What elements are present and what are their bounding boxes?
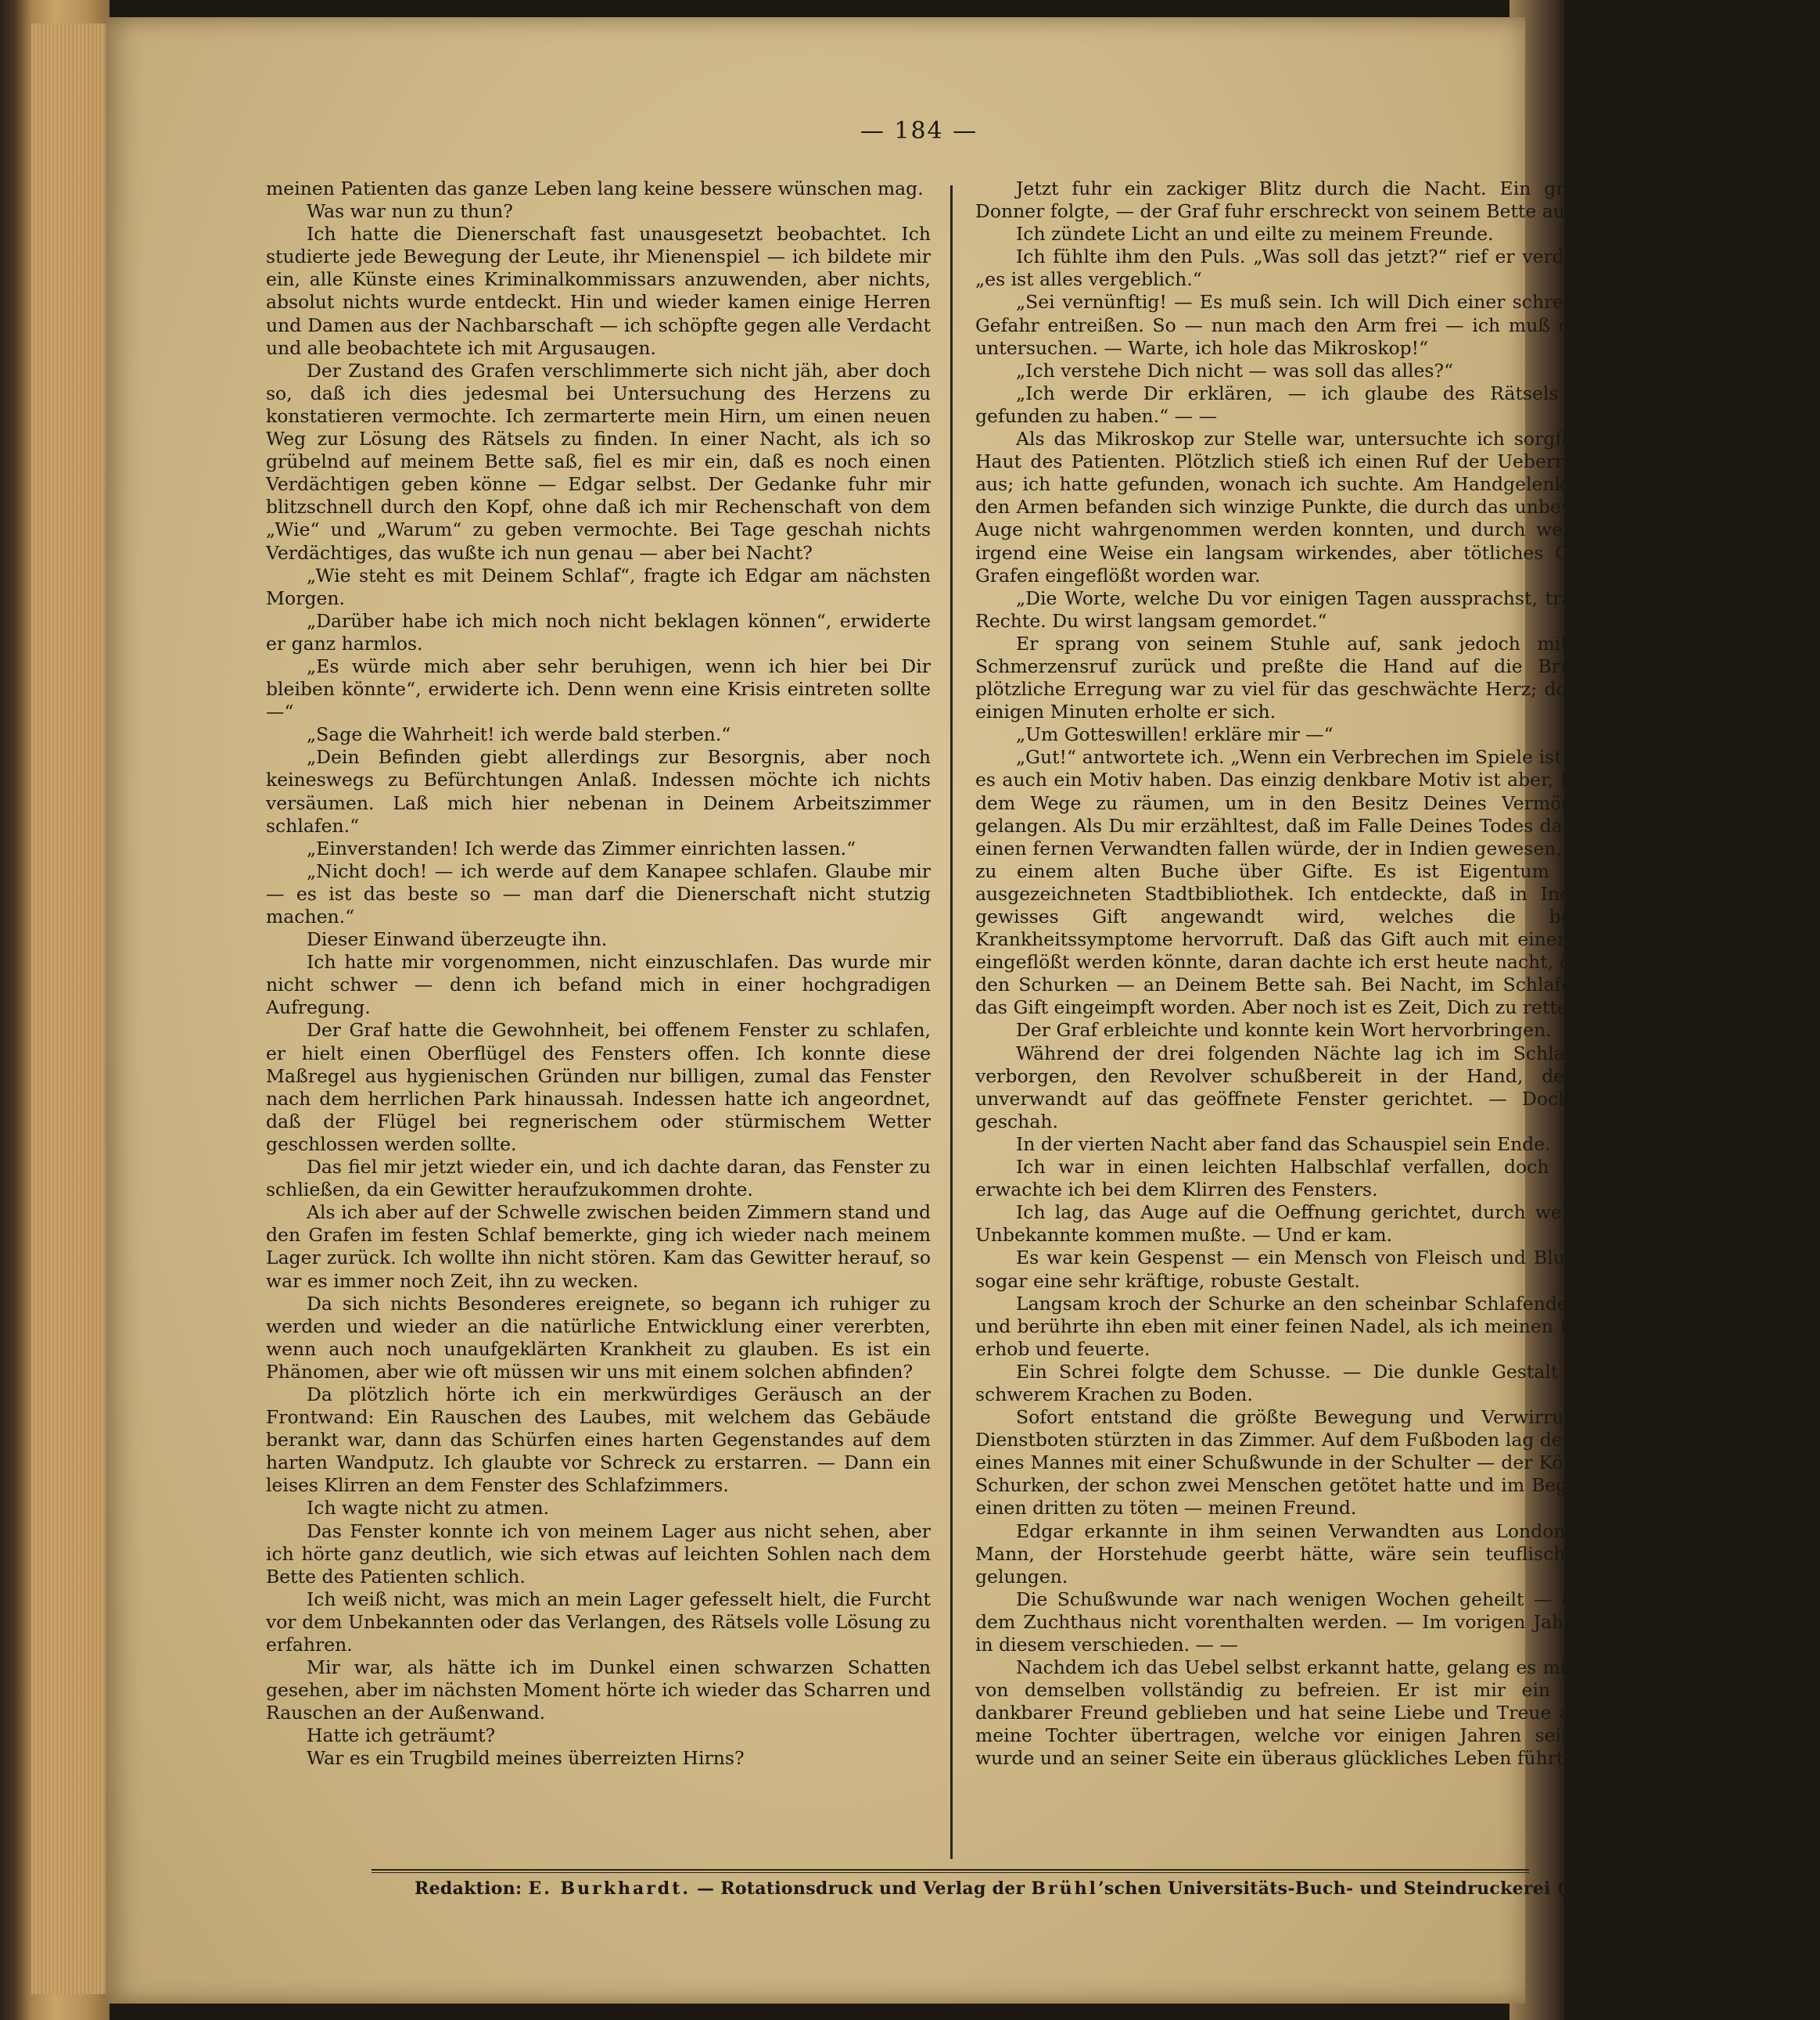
paragraph: Nachdem ich das Uebel selbst erkannt hatte, gelang es mir, Edgar von demselben vollständig zu befreien. Er ist mir ein wirklich dankbarer Freund geblieben und hat seine Liebe und Treue auch auf meine Tochter übertragen, welche vor einigen Jahren seine Frau wurde und an seiner Seite ein überaus glückliches Leben führt.“ [975,1656,1642,1770]
paragraph: Ich fühlte ihm den Puls. „Was soll das jetzt?“ rief er verdrießlich, „es ist alles vergeblich.“ [975,246,1642,291]
paragraph: Sofort entstand die größte Bewegung und Verwirrung. Die Dienstboten stürzten in das Zimmer. Auf dem Fußboden lag der Körper eines Mannes mit einer Schußwunde in der Schulter — der Körper des Schurken, der schon zwei Menschen getötet hatte und im Begriff war, einen dritten zu töten — meinen Freund. [975,1406,1642,1519]
paragraph: „Einverstanden! Ich werde das Zimmer einrichten lassen.“ [307,837,856,859]
paragraph: „Die Worte, welche Du vor einigen Tagen aussprachst, trafen das Rechte. Du wirst langsam gemordet.“ [975,587,1642,632]
paragraph: Ich lag, das Auge auf die Oeffnung gerichtet, durch welche der Unbekannte kommen mußte. — Und er kam. [975,1201,1642,1247]
page-number: — 184 — [860,117,978,145]
paragraph: Ich war in einen leichten Halbschlaf verfallen, doch plötzlich erwachte ich bei dem Klirren des Fensters. [975,1156,1642,1201]
paragraph: Mir war, als hätte ich im Dunkel einen schwarzen Schatten gesehen, aber im nächsten Moment hörte ich wieder das Scharren und Rauschen an der Außenwand. [266,1656,931,1724]
left-column [266,178,931,1855]
paragraph: „Ich werde Dir erklären, — ich glaube des Rätsels Lösung gefunden zu haben.“ — — [975,382,1642,427]
paragraph: Es war kein Gespenst — ein Mensch von Fleisch und Blut — und sogar eine sehr kräftige, robuste Gestalt. [975,1247,1642,1292]
paragraph: Der Graf hatte die Gewohnheit, bei offenem Fenster zu schlafen, er hielt einen Oberflügel des Fensters offen. Ich konnte diese Maßregel aus hygienischen Gründen nur billigen, zumal das Fenster nach dem herrlichen Park hinaussah. Indessen hatte ich angeordnet, daß der Flügel bei regnerischem oder stürmischem Wetter geschlossen werden sollte. [266,1019,931,1155]
paragraph: „Sage die Wahrheit! ich werde bald sterben.“ [307,723,731,746]
book-left-edge [0,0,109,2020]
paragraph: Ich weiß nicht, was mich an mein Lager gefesselt hielt, die Furcht vor dem Unbekannten oder das Verlangen, des Rätsels volle Lösung zu erfahren. [266,1588,931,1656]
footer-rule [372,1869,1529,1871]
paragraph: Langsam kroch der Schurke an den scheinbar Schlafenden heran und berührte ihn eben mit einer feinen Nadel, als ich meinen Revolver erhob und feuerte. [975,1292,1642,1360]
column-divider [950,185,953,1859]
paragraph: Das fiel mir jetzt wieder ein, und ich dachte daran, das Fenster zu schließen, da ein Gewitter heraufzukommen drohte. [266,1156,931,1201]
footer-label: Redaktion: [415,1878,522,1899]
paragraph: Als ich aber auf der Schwelle zwischen beiden Zimmern stand und den Grafen im festen Schlaf bemerkte, ging ich wieder nach meinem Lager zurück. Ich wollte ihn nicht stören. Kam das Gewitter herauf, so war es immer noch Zeit, ihn zu wecken. [266,1201,931,1292]
paragraph: Da sich nichts Besonderes ereignete, so begann ich ruhiger zu werden und wieder an die natürliche Entwicklung einer vererbten, wenn auch noch unaufgeklärten Krankheit zu glauben. Es ist ein Phänomen, aber wie oft müssen wir uns mit einem solchen abfinden? [266,1292,931,1383]
paragraph: Was war nun zu thun? [307,200,513,223]
paragraph: Ich wagte nicht zu atmen. [307,1497,550,1519]
paragraph: Der Zustand des Grafen verschlimmerte sich nicht jäh, aber doch so, daß ich dies jedesmal bei Untersuchung des Herzens zu konstatieren vermochte. Ich zermarterte mein Hirn, um einen neuen Weg zur Lösung des Rätsels zu finden. In einer Nacht, als ich so grübelnd auf meinem Bette saß, fiel es mir ein, daß es noch einen Verdächtigen geben könne — Edgar selbst. Der Gedanke fuhr mir blitzschnell durch den Kopf, ohne daß ich mir Rechenschaft von dem „Wie“ und „Warum“ zu geben vermochte. Bei Tage geschah nichts Verdächtiges, das wußte ich nun genau — aber bei Nacht? [266,359,931,564]
paragraph: Dieser Einwand überzeugte ihn. [307,928,608,951]
newspaper-page [106,17,1820,2004]
paragraph: „Nicht doch! — ich werde auf dem Kanapee schlafen. Glaube mir — es ist das beste so — man darf die Dienerschaft nicht stutzig machen.“ [266,859,931,927]
paragraph: „Sei vernünftig! — Es muß sein. Ich will Dich einer schrecklichen Gefahr entreißen. So — nun mach den Arm frei — ich muß die Haut untersuchen. — Warte, ich hole das Mikroskop!“ [975,291,1642,359]
paragraph: „Es würde mich aber sehr beruhigen, wenn ich hier bei Dir bleiben könnte“, erwiderte ich. Denn wenn eine Krisis eintreten sollte —“ [266,655,931,723]
paragraph: Ein Schrei folgte dem Schusse. — Die dunkle Gestalt fiel mit schwerem Krachen zu Boden. [975,1360,1642,1405]
paragraph: „Um Gotteswillen! erkläre mir —“ [1016,723,1334,746]
paragraph: Das Fenster konnte ich von meinem Lager aus nicht sehen, aber ich hörte ganz deutlich, wie sich etwas auf leichten Sohlen nach dem Bette des Patienten schlich. [266,1519,931,1588]
paragraph: Edgar erkannte in ihm seinen Verwandten aus London — den Mann, der Horstehude geerbt hätte, wäre sein teuflischer Plan gelungen. [975,1519,1642,1588]
footer-rule-thin [372,1872,1529,1873]
paragraph: Während der drei folgenden Nächte lag ich im Schlafzimmer verborgen, den Revolver schußbereit in der Hand, den Blick unverwandt auf das geöffnete Fenster gerichtet. — Doch nichts geschah. [975,1042,1642,1132]
paragraph: Er sprang von seinem Stuhle auf, sank jedoch mit einem Schmerzensruf zurück und preßte die Hand auf die Brust. Die plötzliche Erregung war zu viel für das geschwächte Herz; doch nach einigen Minuten erholte er sich. [975,632,1642,723]
paragraph: „Gut!“ antwortete ich. „Wenn ein Verbrechen im Spiele ist, so muß es auch ein Motiv haben. Das einzig denkbare Motiv ist aber, Dich aus dem Wege zu räumen, um in den Besitz Deines Vermögens zu gelangen. Als Du mir erzähltest, daß im Falle Deines Todes das Gut an einen fernen Verwandten fallen würde, der in Indien gewesen, griff ich zu einem alten Buche über Gifte. Es ist Eigentum unserer ausgezeichneten Stadtbibliothek. Ich entdeckte, daß in Indien ein gewisses Gift angewandt wird, welches die bewußten Krankheitssymptome hervorruft. Daß das Gift auch mit einer Spritze eingeflößt werden könnte, daran dachte ich erst heute nacht, da ich — den Schurken — an Deinem Bette sah. Bei Nacht, im Schlafe ist Dir das Gift eingeimpft worden. Aber noch ist es Zeit, Dich zu retten.“ [975,746,1642,1019]
paragraph: „Darüber habe ich mich noch nicht beklagen können“, erwiderte er ganz harmlos. [266,609,931,655]
paragraph: Der Graf erbleichte und konnte kein Wort hervorbringen. [1016,1019,1552,1042]
paragraph: Jetzt fuhr ein zackiger Blitz durch die Nacht. Ein grollender Donner folgte, — der Graf fuhr erschreckt von seinem Bette auf. [975,178,1642,223]
paragraph: War es ein Trugbild meines überreizten Hirns? [307,1747,745,1770]
paragraph: „Ich verstehe Dich nicht — was soll das alles?“ [1016,359,1454,382]
paragraph: Als das Mikroskop zur Stelle war, untersuchte ich sorgfältig die Haut des Patienten. Plötzlich stieß ich einen Ruf der Ueberraschung aus; ich hatte gefunden, wonach ich suchte. Am Handgelenk und an den Armen befanden sich winzige Punkte, die durch das unbewaffnete Auge nicht wahrgenommen werden konnten, und durch welche auf irgend eine Weise ein langsam wirkendes, aber tötliches Gift dem Grafen eingeflößt worden war. [975,428,1642,587]
footer-editor: E. Burkhardt. [528,1878,691,1899]
paragraph: In der vierten Nacht aber fand das Schauspiel sein Ende. [1016,1132,1551,1155]
paragraph: Ich hatte die Dienerschaft fast unausgesetzt beobachtet. Ich studierte jede Bewegung der Leute, ihr Mienenspiel — ich bildete mir ein, alle Künste eines Kriminalkommissars anzuwenden, aber nichts, absolut nichts wurde entdeckt. Hin und wieder kamen einige Herren und Damen aus der Nachbarschaft — ich schöpfte gegen alle Verdacht und alle beobachtete ich mit Argusaugen. [266,223,931,359]
footer-text-2: ’schen Universitäts-Buch- und Steindruckerei (Pietsch Erben) in Gießen. [1097,1878,1820,1899]
paragraph: Die Schußwunde war nach wenigen Wochen geheilt — er sollte dem Zuchthaus nicht vorenthalten werden. — Im vorigen Jahre ist er in diesem verschieden. — — [975,1588,1642,1656]
paragraph: Da plötzlich hörte ich ein merkwürdiges Geräusch an der Frontwand: Ein Rauschen des Laubes, mit welchem das Gebäude berankt war, dann das Schürfen eines harten Gegenstandes auf dem harten Wandputz. Ich glaubte vor Schreck zu erstarren. — Dann ein leises Klirren an dem Fenster des Schlafzimmers. [266,1383,931,1497]
right-column [975,178,1642,1855]
paragraph: meinen Patienten das ganze Leben lang keine bessere wünschen mag. [266,178,924,199]
paragraph: Hatte ich geträumt? [307,1724,496,1747]
footer-text-1: — Rotationsdruck und Verlag der [696,1878,1025,1899]
paragraph: Ich hatte mir vorgenommen, nicht einzuschlafen. Das wurde mir nicht schwer — denn ich befand mich in einer hochgradigen Aufregung. [266,951,931,1019]
paragraph: Ich zündete Licht an und eilte zu meinem Freunde. [1016,223,1494,246]
paragraph: „Dein Befinden giebt allerdings zur Besorgnis, aber noch keineswegs zu Befürchtungen Anlaß. Indessen möchte ich nichts versäumen. Laß mich hier nebenan in Deinem Arbeitszimmer schlafen.“ [266,746,931,837]
page-edges [31,23,109,1994]
footer-imprint [415,1878,1820,1899]
footer-publisher: Brühl [1031,1878,1098,1899]
paragraph: „Wie steht es mit Deinem Schlaf“, fragte ich Edgar am nächsten Morgen. [266,564,931,609]
